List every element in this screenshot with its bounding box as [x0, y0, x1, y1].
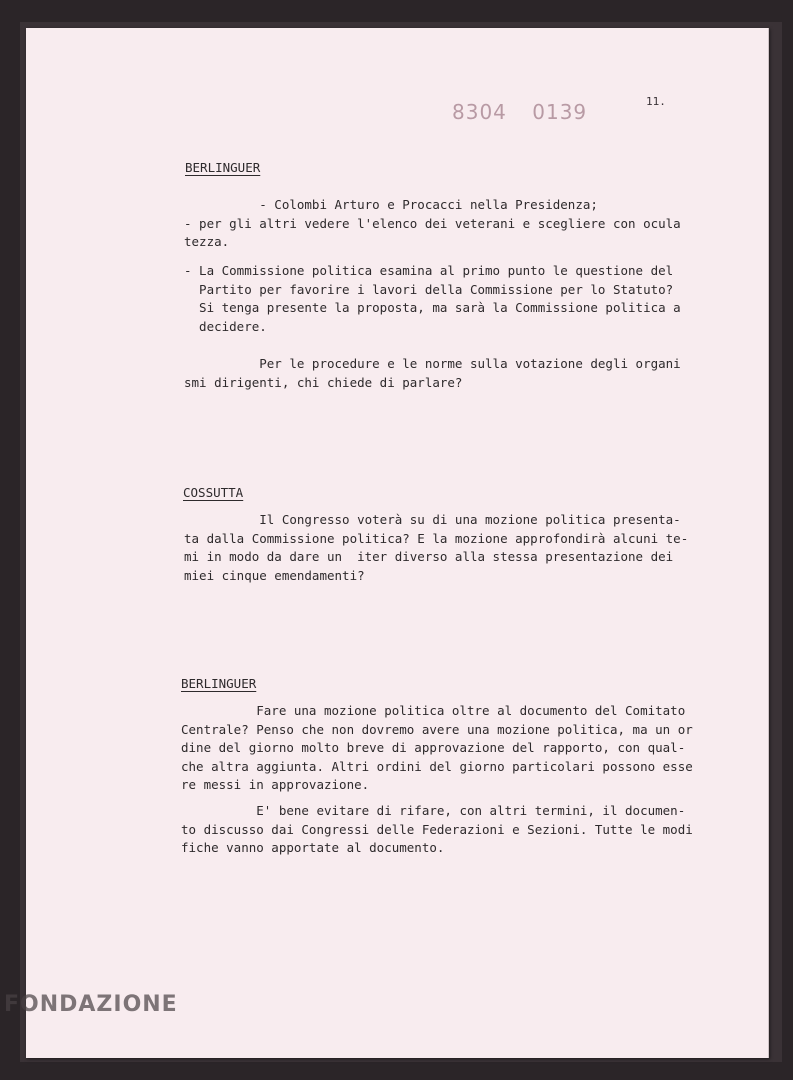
paragraph: Per le procedure e le norme sulla votazione degli organi smi dirigenti, chi chiede di parlare? [184, 356, 681, 390]
paragraph: Il Congresso voterà su di una mozione politica presenta- ta dalla Commissione politica? E la mozione approfondirà alcuni te- mi in modo da dare un iter diverso alla stessa presentazione dei miei cinque emendamenti? [184, 512, 689, 583]
foundation-watermark [4, 992, 178, 1017]
speaker-heading: COSSUTTA [183, 485, 244, 500]
page-edge [768, 28, 769, 1058]
paragraph: - Colombi Arturo e Procacci nella Presidenza; - per gli altri vedere l'elenco dei veterani e scegliere con ocula tezza. [184, 197, 681, 249]
paragraph: Fare una mozione politica oltre al documento del Comitato Centrale? Penso che non dovremo avere una mozione politica, ma un or dine del giorno molto breve di approvazione del rapporto, con qual- che altra aggiunta. Altri ordini del giorno particolari possono esse re messi in approvazione. [181, 703, 693, 792]
speaker-heading: BERLINGUER [185, 160, 261, 175]
speaker-heading: BERLINGUER [181, 676, 257, 691]
archive-stamp-number: 8304 0139 [452, 100, 588, 124]
page-number: 11. [646, 95, 666, 108]
paragraph: E' bene evitare di rifare, con altri termini, il documen- to discusso dai Congressi delle Federazioni e Sezioni. Tutte le modi fiche vanno apportate al documento. [181, 803, 693, 855]
paragraph: - La Commissione politica esamina al primo punto le questione del Partito per favorire i lavori della Commissione per lo Statuto? Si tenga presente la proposta, ma sarà la Commissione politica a decidere. [184, 263, 681, 334]
watermark-text: FONDAZIONE [4, 992, 178, 1017]
